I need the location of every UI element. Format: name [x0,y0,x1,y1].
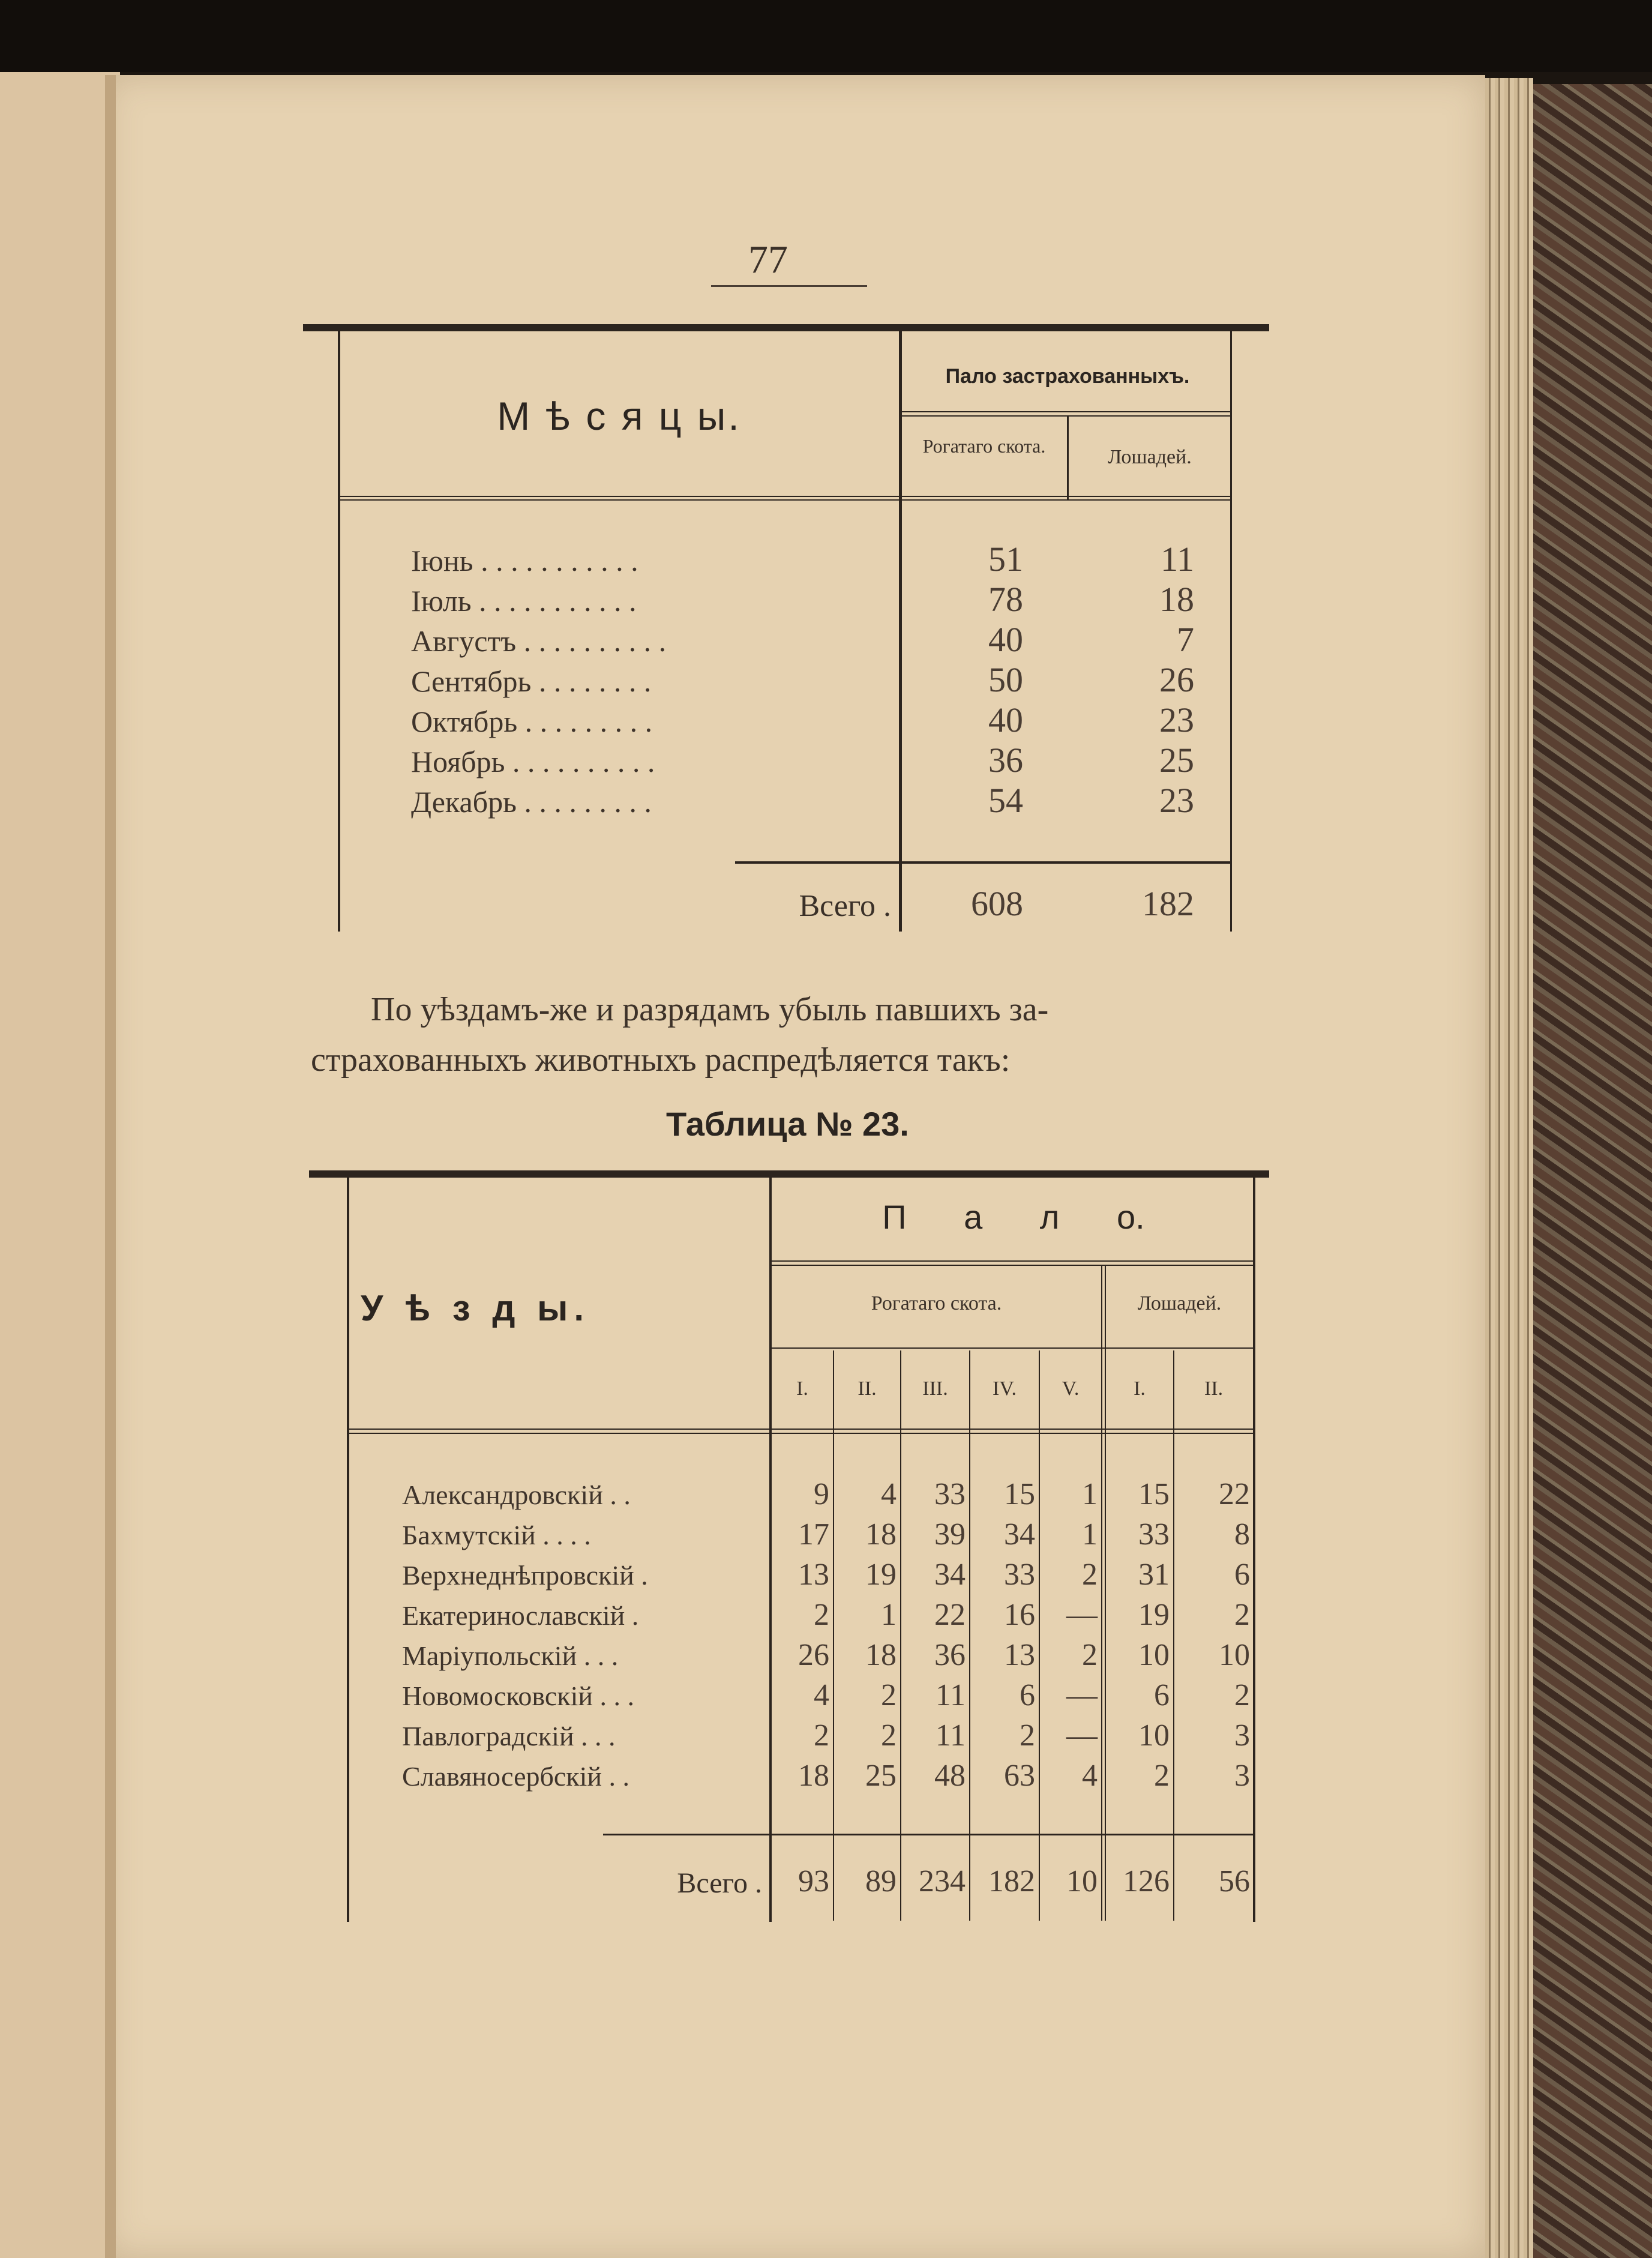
total-rule [735,861,1232,864]
cell: 2 [881,1678,897,1712]
column-line [1105,1266,1106,1921]
districts-header: У ѣ з д ы. [361,1288,590,1328]
horses-value: 23 [1159,781,1194,820]
district-label: Маріупольскій . . . [402,1640,619,1671]
row-label: Августъ . . . . . . . . . . [411,624,667,658]
header-rule [772,1260,1255,1262]
cell: 1 [1082,1517,1098,1552]
row-label: Октябрь . . . . . . . . . [411,705,653,738]
column-line [833,1350,834,1921]
cell: 6 [1154,1678,1170,1712]
total-cell: 56 [1219,1864,1250,1898]
paragraph-line: страхованныхъ животныхъ распредѣляется такъ: [311,1041,1011,1079]
subcolumn-header: I. [796,1377,808,1400]
page-gutter [105,75,116,2258]
total-cell: 89 [865,1864,897,1898]
district-label: Славяносербскій . . [402,1761,630,1792]
cell: 18 [865,1517,897,1552]
table-right-border [1230,331,1232,932]
cell: 2 [814,1718,829,1753]
horses-value: 11 [1161,540,1194,579]
header-rule [902,415,1232,417]
horses-value: 26 [1159,660,1194,699]
page-number-rule [711,285,867,287]
cattle-value: 78 [988,580,1023,619]
subcolumn-header: II. [1204,1377,1224,1400]
cattle-value: 54 [988,781,1023,820]
cell: 17 [798,1517,829,1552]
total-cell: 10 [1066,1864,1098,1898]
cell: 6 [1020,1678,1035,1712]
cell: 9 [814,1477,829,1511]
header-bottom-rule [340,496,1232,497]
cell: 19 [1138,1598,1170,1632]
header-rule [772,1265,1255,1266]
cattle-value: 50 [988,660,1023,699]
cell: 33 [934,1477,966,1511]
total-cell: 182 [988,1864,1035,1898]
row-label: Ноябрь . . . . . . . . . . [411,745,655,778]
cell: — [1066,1718,1098,1753]
cell: 2 [1020,1718,1035,1753]
district-label: Верхнеднѣпровскій . [402,1560,648,1591]
subcolumn-header: IV. [993,1377,1017,1400]
table-title: Таблица № 23. [666,1105,909,1143]
row-label: Іюнь . . . . . . . . . . . [411,544,638,577]
left-page-edge [0,72,120,2258]
cell: 4 [1082,1759,1098,1793]
fallen-insured-header: Пало застрахованныхъ. [945,365,1190,388]
district-label: Новомосковскій . . . [402,1681,635,1711]
subcolumn-header: I. [1134,1377,1146,1400]
paragraph-line: По уѣздамъ-же и разрядамъ убыль павшихъ за- [371,991,1049,1028]
cell: 10 [1138,1638,1170,1672]
page-stack-edges [1485,78,1533,2258]
cell: — [1066,1678,1098,1712]
total-label: Всего . [799,889,891,923]
horses-value: 23 [1159,700,1194,739]
cattle-value: 40 [988,700,1023,739]
cell: 4 [881,1477,897,1511]
months-header: М ѣ с я ц ы. [497,394,742,438]
cell: 48 [934,1759,966,1793]
cell: 18 [798,1759,829,1793]
cell: 16 [1004,1598,1035,1632]
cell: 1 [1082,1477,1098,1511]
subcolumn-header: III. [922,1377,948,1400]
cell: 2 [1082,1638,1098,1672]
districts-table [309,1170,1269,1921]
column-line [969,1350,970,1921]
cell: 18 [865,1638,897,1672]
total-cell: 234 [919,1864,966,1898]
cell: 2 [1082,1558,1098,1592]
district-label: Павлоградскій . . . [402,1721,616,1751]
cattle-value: 36 [988,741,1023,780]
table-right-border [1253,1178,1255,1922]
header-bottom-rule [349,1429,1255,1430]
horses-header: Лошадей. [1137,1292,1222,1314]
cell: 33 [1138,1517,1170,1552]
cattle-header: Рогатаго скота. [922,435,1046,457]
cell: 25 [865,1759,897,1793]
horses-value: 7 [1177,620,1194,659]
row-label: Сентябрь . . . . . . . . [411,664,652,698]
months-table [303,324,1269,942]
cell: 2 [1234,1598,1250,1632]
district-label: Александровскій . . [402,1480,631,1510]
cell: 4 [814,1678,829,1712]
cell: 6 [1234,1558,1250,1592]
cell: 2 [881,1718,897,1753]
total-cattle: 608 [971,884,1023,923]
cell: 33 [1004,1558,1035,1592]
subcolumn-header: V. [1062,1377,1080,1400]
cell: 10 [1219,1638,1250,1672]
row-label: Декабрь . . . . . . . . . [411,785,652,819]
total-cell: 126 [1123,1864,1170,1898]
cell: 13 [1004,1638,1035,1672]
fallen-header: П а л о. [882,1198,1145,1236]
subcolumn-header: II. [858,1377,877,1400]
cell: 10 [1138,1718,1170,1753]
subheader-rule [772,1347,1255,1349]
total-rule [603,1834,1255,1835]
background-top [0,0,1652,72]
total-cell: 93 [798,1864,829,1898]
column-line [1039,1350,1040,1921]
marbled-cover [1533,84,1652,2258]
row-label: Іюль . . . . . . . . . . . [411,584,637,618]
horses-value: 18 [1159,580,1194,619]
table-top-rule [309,1170,1269,1178]
cell: 22 [934,1598,966,1632]
cell: 2 [1234,1678,1250,1712]
cell: 2 [814,1598,829,1632]
cattle-value: 40 [988,620,1023,659]
header-bottom-rule [340,499,1232,501]
body-paragraph [311,984,1268,1085]
cell: 2 [1154,1759,1170,1793]
column-line [1101,1266,1102,1921]
cattle-header: Рогатаго скота. [871,1292,1002,1314]
cell: 15 [1138,1477,1170,1511]
horses-header: Лошадей. [1108,446,1192,468]
column-line [1173,1350,1174,1921]
page-number: 77 [748,238,788,281]
cell: 3 [1234,1718,1250,1753]
cell: 11 [935,1718,966,1753]
cell: 11 [935,1678,966,1712]
cell: 36 [934,1638,966,1672]
cell: 1 [881,1598,897,1632]
column-line [900,1350,901,1921]
cell: 19 [865,1558,897,1592]
horses-value: 25 [1159,741,1194,780]
cell: 63 [1004,1759,1035,1793]
cell: 34 [934,1558,966,1592]
table-top-rule [303,324,1269,331]
cell: 31 [1138,1558,1170,1592]
district-label: Бахмутскій . . . . [402,1520,591,1550]
table-divider [899,331,902,932]
cell: 34 [1004,1517,1035,1552]
cattle-value: 51 [988,540,1023,579]
cell: 22 [1219,1477,1250,1511]
cell: — [1066,1598,1098,1632]
cell: 26 [798,1638,829,1672]
header-rule [902,411,1232,412]
header-bottom-rule [349,1433,1255,1434]
cell: 13 [798,1558,829,1592]
total-label: Всего . [677,1867,762,1899]
district-label: Екатеринославскій . [402,1600,639,1631]
cell: 39 [934,1517,966,1552]
cell: 3 [1234,1759,1250,1793]
cell: 15 [1004,1477,1035,1511]
cell: 8 [1234,1517,1250,1552]
total-horses: 182 [1142,884,1194,923]
